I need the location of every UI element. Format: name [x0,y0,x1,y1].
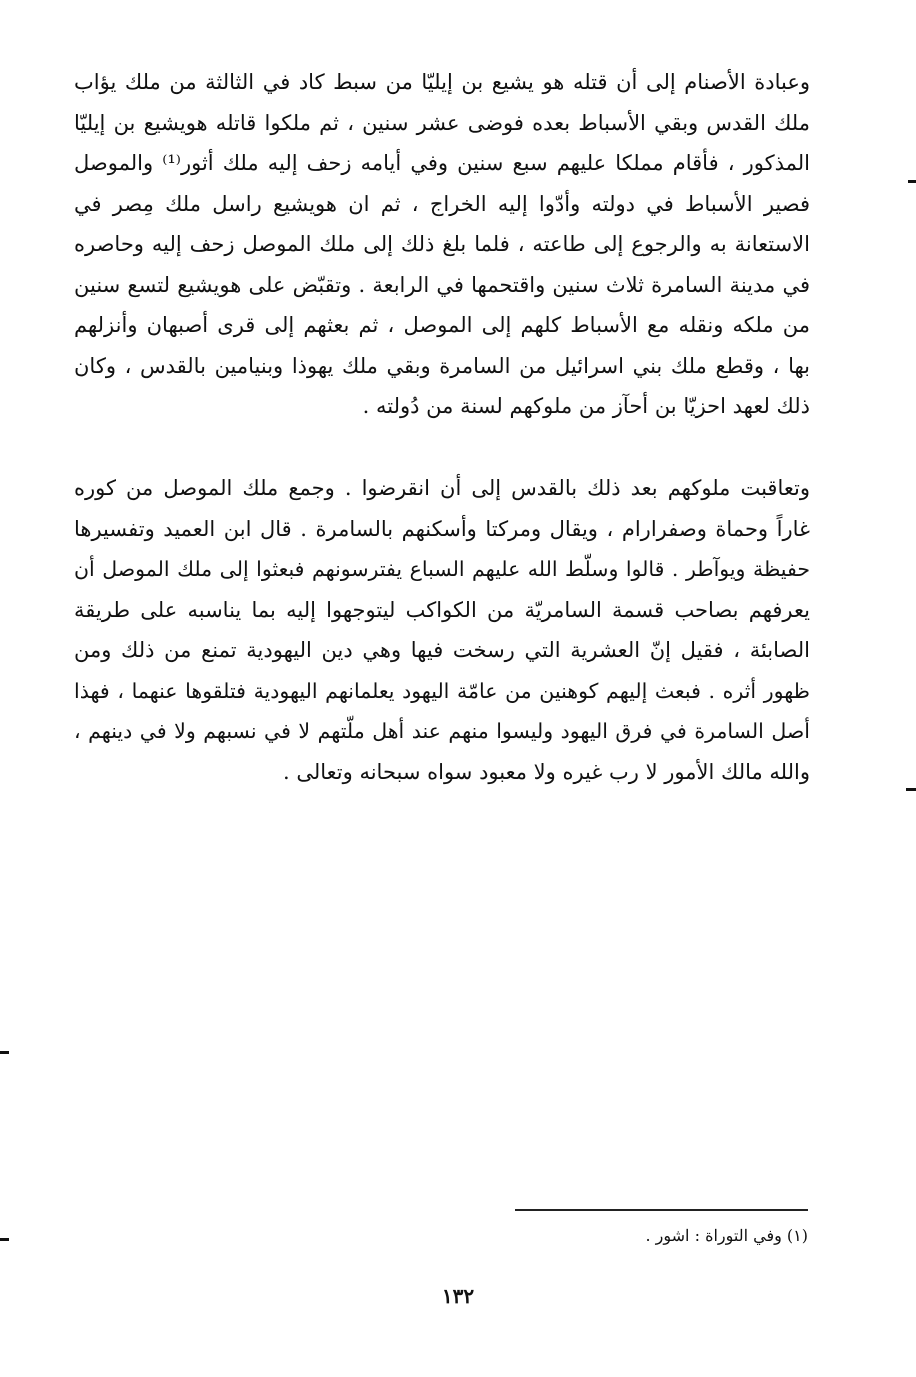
page-number: ١٣٢ [441,1284,475,1308]
paragraph-2 [74,468,810,792]
paragraph-1 [74,62,810,427]
text-line: وتعاقبت ملوكهم بعد ذلك بالقدس إلى أن انقرضوا . وجمع ملك الموصل من كوره [74,476,810,500]
text-line: ذلك لعهد احزيّا بن أحآز من ملوكهم لسنة من دُولته . [362,394,810,418]
footnote: (١) وفي التوراة : اشور . [645,1226,808,1245]
text-line: فصير الأسباط في دولته وأدّوا إليه الخراج ، ثم ان هويشيع راسل ملك مِصر في [74,191,810,216]
text-line: وعبادة الأصنام إلى أن قتله هو يشيع بن إيليّا من سبط كاد في الثالثة من ملك يؤاب [74,70,810,94]
scan-edge-mark [906,788,916,791]
text-line: في مدينة السامرة ثلاث سنين واقتحمها في الرابعة . وتقبّض على هويشيع لتسع سنين [74,272,810,297]
text-line: ملك القدس وبقي الأسباط بعده فوضى عشر سنين ، ثم ملكوا قاتله هويشيع بن إيليّا [74,110,810,135]
text-line: غاراً وحماة وصفرارام ، ويقال ومركتا وأسكنهم بالسامرة . قال ابن العميد وتفسيرها [74,516,810,541]
text-line: المذكور ، فأقام مملكا عليهم سبع سنين وفي أيامه زحف إليه ملك أثور⁽¹⁾ والموصل [74,151,810,175]
text-line: يعرفهم بصاحب قسمة السامريّة من الكواكب ليتوجهوا إليه بما يناسبه على طريقة [74,597,810,622]
scan-edge-mark [908,180,916,183]
text-line: والله مالك الأمور لا رب غيره ولا معبود سواه سبحانه وتعالى . [283,759,810,784]
text-line: بها ، وقطع ملك بني اسرائيل من السامرة وبقي ملك يهوذا وبنيامين بالقدس ، وكان [74,353,810,378]
footnote-separator [515,1209,808,1211]
scan-edge-mark [0,1051,9,1054]
scan-edge-mark [0,1238,9,1241]
text-line: حفيظة ويوآطر . قالوا وسلّط الله عليهم السباع يفترسونهم فبعثوا إلى ملك الموصل أن [74,557,810,581]
text-line: من ملكه ونقله مع الأسباط كلهم إلى الموصل ، ثم بعثهم إلى قرى أصبهان وأنزلهم [74,313,810,337]
text-line: الصابئة ، فقيل إنّ العشرية التي رسخت فيها وهي دين اليهودية تمنع من ذلك ومن [74,638,810,662]
text-line: الاستعانة به والرجوع إلى طاعته ، فلما بلغ ذلك إلى ملك الموصل زحف إليه وحاصره [74,232,810,256]
text-line: ظهور أثره . فبعث إليهم كوهنين من عامّة اليهود يعلمانهم اليهودية فتلقوها عنهما ، فهذا [74,678,810,703]
text-line: أصل السامرة في فرق اليهود وليسوا منهم عند أهل ملّتهم لا في نسبهم ولا في دينهم ، [74,719,810,743]
